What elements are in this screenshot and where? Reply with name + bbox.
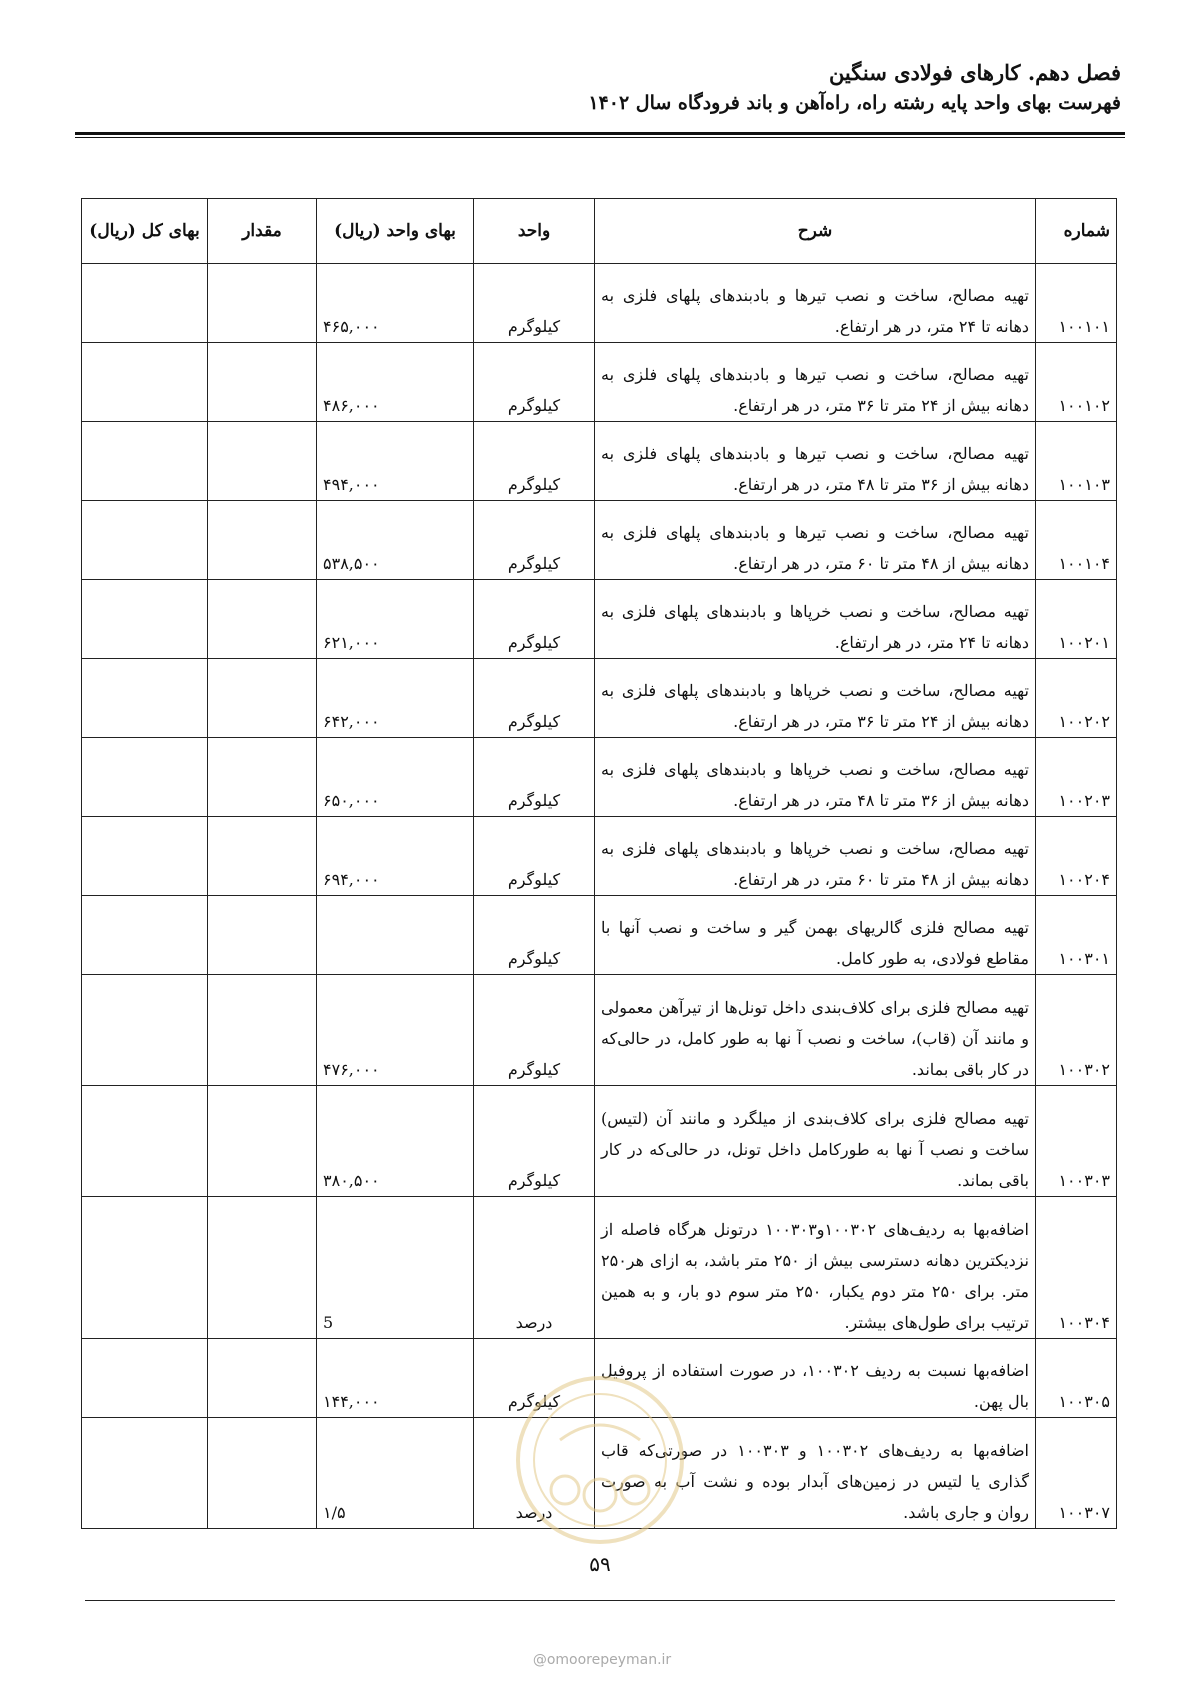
row-quantity xyxy=(208,1339,317,1418)
row-description: تهیه مصالح، ساخت و نصب تیرها و بادبندهای پلهای فلزی به دهانه بیش از ۲۴ متر تا ۳۶ متر، در هر ارتفاع. xyxy=(595,343,1036,422)
row-total xyxy=(82,659,208,738)
row-description: تهیه مصالح فلزی گالریهای بهمن گیر و ساخت و نصب آنها با مقاطع فولادی، به طور کامل. xyxy=(595,896,1036,975)
row-unit: درصد xyxy=(474,1418,595,1529)
row-total xyxy=(82,1197,208,1339)
row-description: تهیه مصالح، ساخت و نصب خرپاها و بادبندهای پلهای فلزی به دهانه بیش از ۴۸ متر تا ۶۰ متر، در هر ارتفاع. xyxy=(595,817,1036,896)
table-row xyxy=(82,659,1117,738)
row-number: ۱۰۰۳۰۵ xyxy=(1036,1339,1117,1418)
row-quantity xyxy=(208,896,317,975)
row-quantity xyxy=(208,343,317,422)
row-quantity xyxy=(208,501,317,580)
row-number: ۱۰۰۲۰۳ xyxy=(1036,738,1117,817)
row-unit-price: ۱۴۴,۰۰۰ xyxy=(317,1339,474,1418)
row-quantity xyxy=(208,738,317,817)
row-quantity xyxy=(208,817,317,896)
row-unit: کیلوگرم xyxy=(474,817,595,896)
row-unit: کیلوگرم xyxy=(474,343,595,422)
publisher-seal-watermark xyxy=(510,1370,690,1550)
row-total xyxy=(82,1418,208,1529)
row-description: تهیه مصالح فلزی برای کلاف‌بندی از میلگرد و مانند آن (لتیس) ساخت و نصب آ نها به طورکامل داخل تونل، در حالی‌که در کار باقی بماند. xyxy=(595,1086,1036,1197)
row-description: اضافه‌بها به ردیف‌های ۱۰۰۳۰۲ و ۱۰۰۳۰۳ در صورتی‌که قاب گذاری یا لتیس در زمین‌های آبدار بوده و نشت آب به صورت روان و جاری باشد. xyxy=(595,1418,1036,1529)
row-total xyxy=(82,1339,208,1418)
row-quantity xyxy=(208,975,317,1086)
table-row xyxy=(82,817,1117,896)
row-number: ۱۰۰۳۰۲ xyxy=(1036,975,1117,1086)
page-header xyxy=(71,58,1121,118)
row-number: ۱۰۰۱۰۱ xyxy=(1036,264,1117,343)
col-header-unit: واحد xyxy=(474,199,595,264)
row-total xyxy=(82,817,208,896)
row-unit-price: 5 xyxy=(317,1197,474,1339)
footer-rule xyxy=(85,1600,1115,1601)
row-total xyxy=(82,343,208,422)
row-quantity xyxy=(208,659,317,738)
table-row xyxy=(82,1197,1117,1339)
table-header-row xyxy=(82,199,1117,264)
row-unit: کیلوگرم xyxy=(474,501,595,580)
table-row xyxy=(82,975,1117,1086)
row-number: ۱۰۰۳۰۱ xyxy=(1036,896,1117,975)
row-number: ۱۰۰۱۰۲ xyxy=(1036,343,1117,422)
row-total xyxy=(82,975,208,1086)
row-unit: کیلوگرم xyxy=(474,580,595,659)
row-unit: کیلوگرم xyxy=(474,264,595,343)
row-unit-price: ۶۹۴,۰۰۰ xyxy=(317,817,474,896)
row-total xyxy=(82,501,208,580)
table-row xyxy=(82,501,1117,580)
row-number: ۱۰۰۱۰۳ xyxy=(1036,422,1117,501)
table-row xyxy=(82,896,1117,975)
row-total xyxy=(82,264,208,343)
row-unit: درصد xyxy=(474,1197,595,1339)
row-unit-price: ۶۲۱,۰۰۰ xyxy=(317,580,474,659)
page-number: ۵۹ xyxy=(589,1552,611,1576)
row-description: تهیه مصالح، ساخت و نصب خرپاها و بادبندهای پلهای فلزی به دهانه بیش از ۳۶ متر تا ۴۸ متر، در هر ارتفاع. xyxy=(595,738,1036,817)
watermark-url: @omoorepeyman.ir xyxy=(532,1652,672,1668)
row-total xyxy=(82,1086,208,1197)
row-total xyxy=(82,580,208,659)
row-unit: کیلوگرم xyxy=(474,738,595,817)
col-header-quantity: مقدار xyxy=(208,199,317,264)
row-unit-price: ۶۴۲,۰۰۰ xyxy=(317,659,474,738)
row-total xyxy=(82,422,208,501)
row-description: تهیه مصالح، ساخت و نصب تیرها و بادبندهای پلهای فلزی به دهانه بیش از ۴۸ متر تا ۶۰ متر، در هر ارتفاع. xyxy=(595,501,1036,580)
row-number: ۱۰۰۳۰۳ xyxy=(1036,1086,1117,1197)
table-row xyxy=(82,343,1117,422)
header-rule-thin xyxy=(75,137,1125,138)
row-quantity xyxy=(208,422,317,501)
price-list-table xyxy=(81,198,1117,1529)
table-row xyxy=(82,422,1117,501)
header-rule-thick xyxy=(75,132,1125,135)
row-unit-price: ۴۹۴,۰۰۰ xyxy=(317,422,474,501)
row-unit-price: ۶۵۰,۰۰۰ xyxy=(317,738,474,817)
row-total xyxy=(82,738,208,817)
row-quantity xyxy=(208,1086,317,1197)
document-subtitle: فهرست بهای واحد پایه رشته راه، راه‌آهن و باند فرودگاه سال ۱۴۰۲ xyxy=(588,92,1121,114)
row-unit: کیلوگرم xyxy=(474,1339,595,1418)
row-quantity xyxy=(208,1418,317,1529)
row-description: تهیه مصالح فلزی برای کلاف‌بندی داخل تونل‌ها از تیرآهن معمولی و مانند آن (قاب)، ساخت و نصب آ نها به طور کامل، در حالی‌که در کار باقی بماند. xyxy=(595,975,1036,1086)
row-unit-price: ۴۸۶,۰۰۰ xyxy=(317,343,474,422)
table-row xyxy=(82,1086,1117,1197)
table-row xyxy=(82,264,1117,343)
row-description: اضافه‌بها نسبت به ردیف ۱۰۰۳۰۲، در صورت استفاده از پروفیل بال پهن. xyxy=(595,1339,1036,1418)
col-header-unit-price: بهای واحد (ریال) xyxy=(317,199,474,264)
row-unit: کیلوگرم xyxy=(474,1086,595,1197)
row-description: تهیه مصالح، ساخت و نصب تیرها و بادبندهای پلهای فلزی به دهانه بیش از ۳۶ متر تا ۴۸ متر، در هر ارتفاع. xyxy=(595,422,1036,501)
row-total xyxy=(82,896,208,975)
row-quantity xyxy=(208,580,317,659)
col-header-total: بهای کل (ریال) xyxy=(82,199,208,264)
row-number: ۱۰۰۲۰۱ xyxy=(1036,580,1117,659)
row-unit-price: ۵۳۸,۵۰۰ xyxy=(317,501,474,580)
row-unit-price xyxy=(317,896,474,975)
row-unit: کیلوگرم xyxy=(474,422,595,501)
row-description: تهیه مصالح، ساخت و نصب خرپاها و بادبندهای پلهای فلزی به دهانه بیش از ۲۴ متر تا ۳۶ متر، در هر ارتفاع. xyxy=(595,659,1036,738)
row-unit: کیلوگرم xyxy=(474,659,595,738)
row-number: ۱۰۰۱۰۴ xyxy=(1036,501,1117,580)
row-quantity xyxy=(208,1197,317,1339)
col-header-number: شماره xyxy=(1036,199,1117,264)
row-unit-price: ۴۶۵,۰۰۰ xyxy=(317,264,474,343)
row-unit: کیلوگرم xyxy=(474,896,595,975)
row-unit-price: ۴۷۶,۰۰۰ xyxy=(317,975,474,1086)
row-unit-price: ۳۸۰,۵۰۰ xyxy=(317,1086,474,1197)
row-description: تهیه مصالح، ساخت و نصب خرپاها و بادبندهای پلهای فلزی به دهانه تا ۲۴ متر، در هر ارتفاع. xyxy=(595,580,1036,659)
chapter-title: فصل دهم. کارهای فولادی سنگین xyxy=(828,60,1121,85)
table-row xyxy=(82,738,1117,817)
row-unit-price: ۱/۵ xyxy=(317,1418,474,1529)
row-description: اضافه‌بها به ردیف‌های ۱۰۰۳۰۲و۱۰۰۳۰۳ درتونل هرگاه فاصله از نزدیکترین دهانه دسترسی بیش از ۲۵۰ متر باشد، به ازای هر۲۵۰ متر. برای ۲۵۰ متر دوم یکبار، ۲۵۰ متر سوم دو بار، و به همین ترتیب برای طول‌های بیشتر. xyxy=(595,1197,1036,1339)
col-header-description: شرح xyxy=(595,199,1036,264)
row-number: ۱۰۰۲۰۲ xyxy=(1036,659,1117,738)
row-unit: کیلوگرم xyxy=(474,975,595,1086)
row-number: ۱۰۰۳۰۷ xyxy=(1036,1418,1117,1529)
table-row xyxy=(82,580,1117,659)
row-description: تهیه مصالح، ساخت و نصب تیرها و بادبندهای پلهای فلزی به دهانه تا ۲۴ متر، در هر ارتفاع. xyxy=(595,264,1036,343)
row-number: ۱۰۰۳۰۴ xyxy=(1036,1197,1117,1339)
row-quantity xyxy=(208,264,317,343)
row-number: ۱۰۰۲۰۴ xyxy=(1036,817,1117,896)
